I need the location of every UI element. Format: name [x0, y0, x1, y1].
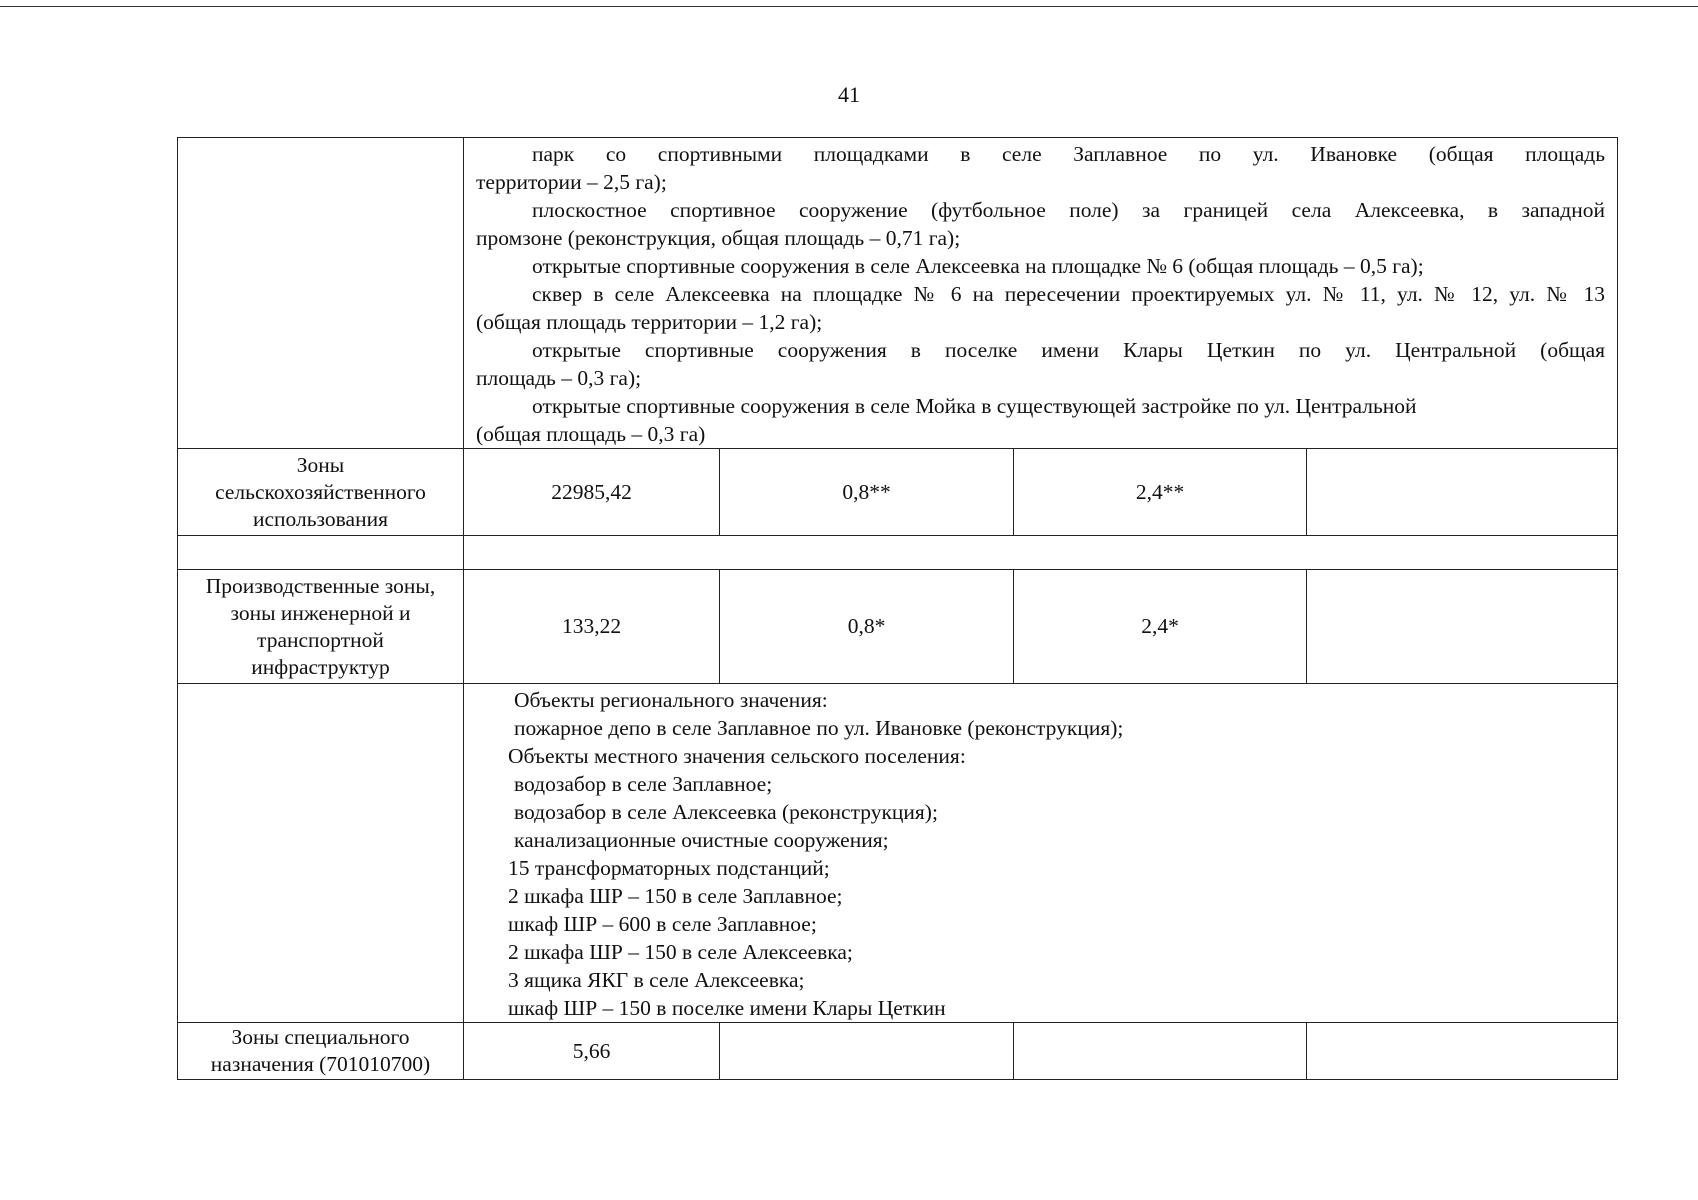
list-item: (общая площадь – 0,3 га) — [476, 422, 706, 446]
table-row — [178, 570, 1618, 684]
coefficient-2: 2,4* — [1014, 570, 1307, 684]
list-item: Объекты регионального значения: — [514, 688, 828, 712]
empty-cell — [178, 536, 464, 570]
table-row — [178, 1023, 1618, 1080]
table-row — [178, 684, 1618, 1023]
page-number: 41 — [838, 82, 860, 107]
list-item: 2 шкафа ШР – 150 в селе Заплавное; — [508, 884, 843, 908]
zones-table — [177, 137, 1618, 1080]
list-item: открытые спортивные сооружения в поселке имени Клары Цеткин по ул. Центральной (общая — [532, 338, 1606, 362]
coefficient-1: 0,8* — [720, 570, 1014, 684]
list-item: канализационные очистные сооружения; — [514, 828, 889, 852]
area-value: 5,66 — [464, 1023, 720, 1080]
area-value: 133,22 — [464, 570, 720, 684]
zone-label-agricultural: Зоны сельскохозяйственного использования — [178, 449, 464, 536]
list-item: Объекты местного значения сельского поселения: — [508, 744, 966, 768]
coefficient-2: 2,4** — [1014, 449, 1307, 536]
empty-cell — [1307, 1023, 1618, 1080]
list-item: водозабор в селе Алексеевка (реконструкция); — [514, 800, 938, 824]
list-item: территории – 2,5 га); — [476, 170, 667, 194]
empty-cell — [720, 1023, 1014, 1080]
list-item: плоскостное спортивное сооружение (футбольное поле) за границей села Алексеевка, в западной — [532, 198, 1606, 222]
list-item: сквер в селе Алексеевка на площадке № 6 на пересечении проектируемых ул. № 11, ул. № 12, ул. № 13 — [532, 282, 1606, 306]
list-item: 3 ящика ЯКГ в селе Алексеевка; — [508, 968, 805, 992]
list-item: 15 трансформаторных подстанций; — [508, 856, 830, 880]
list-item: (общая площадь территории – 1,2 га); — [476, 310, 823, 334]
list-item: промзоне (реконструкция, общая площадь – 0,71 га); — [476, 226, 961, 250]
empty-label-cell — [178, 138, 464, 449]
empty-cell — [464, 536, 1618, 570]
list-item: шкаф ШР – 600 в селе Заплавное; — [508, 912, 817, 936]
area-value: 22985,42 — [464, 449, 720, 536]
coefficient-1: 0,8** — [720, 449, 1014, 536]
top-rule — [0, 6, 1698, 7]
sports-objects-cell — [464, 138, 1618, 449]
table-row — [178, 536, 1618, 570]
table-row — [178, 138, 1618, 449]
list-item: пожарное депо в селе Заплавное по ул. Ивановке (реконструкция); — [514, 716, 1124, 740]
zone-label-special: Зоны специального назначения (701010700) — [178, 1023, 464, 1080]
empty-cell — [1307, 449, 1618, 536]
list-item: площадь – 0,3 га); — [476, 366, 642, 390]
list-item: парк со спортивными площадками в селе Заплавное по ул. Ивановке (общая площадь — [532, 142, 1606, 166]
list-item: водозабор в селе Заплавное; — [514, 772, 773, 796]
zone-label-industrial: Производственные зоны, зоны инженерной и транспортной инфраструктур — [178, 570, 464, 684]
empty-cell — [1307, 570, 1618, 684]
list-item: шкаф ШР – 150 в поселке имени Клары Цеткин — [508, 996, 946, 1020]
list-item: 2 шкафа ШР – 150 в селе Алексеевка; — [508, 940, 853, 964]
list-item: открытые спортивные сооружения в селе Алексеевка на площадке № 6 (общая площадь – 0,5 га); — [532, 254, 1424, 278]
infrastructure-objects-cell — [464, 684, 1618, 1023]
list-item: открытые спортивные сооружения в селе Мойка в существующей застройке по ул. Центральной — [532, 394, 1417, 418]
table-row — [178, 449, 1618, 536]
empty-cell — [1014, 1023, 1307, 1080]
empty-label-cell — [178, 684, 464, 1023]
